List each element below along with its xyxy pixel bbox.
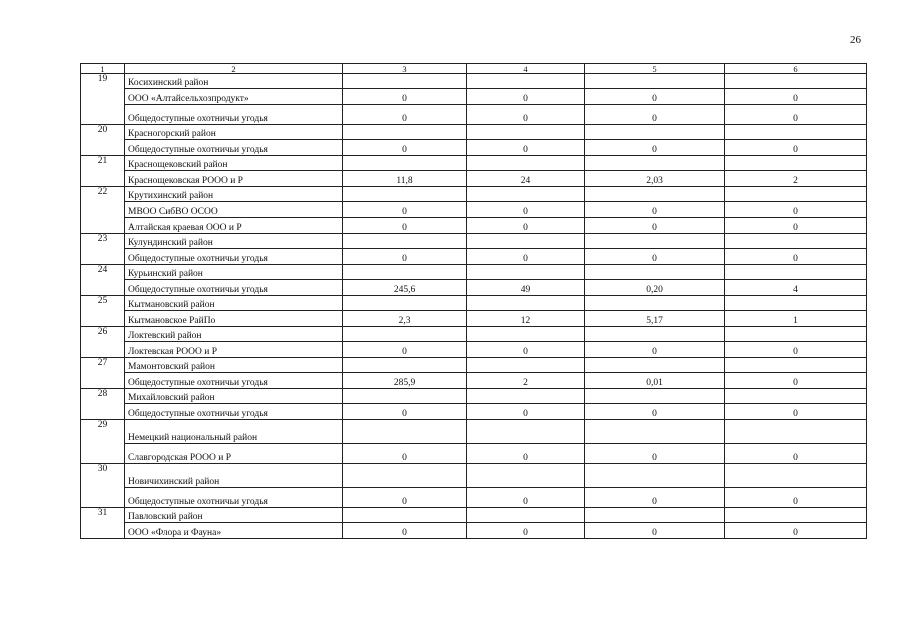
row-number: 29 xyxy=(81,420,125,464)
value-cell: 0 xyxy=(467,89,585,105)
value-cell: 0 xyxy=(343,488,467,508)
value-cell: 0 xyxy=(467,140,585,156)
empty-cell xyxy=(585,420,725,444)
district-row xyxy=(81,125,867,140)
empty-cell xyxy=(725,296,867,311)
row-number: 26 xyxy=(81,327,125,358)
hunting-grounds-table xyxy=(80,63,867,539)
page-number: 26 xyxy=(850,34,861,46)
district-row xyxy=(81,420,867,444)
value-cell: 24 xyxy=(467,171,585,187)
district-row xyxy=(81,327,867,342)
value-cell: 285,9 xyxy=(343,373,467,389)
empty-cell xyxy=(343,296,467,311)
value-cell: 2 xyxy=(725,171,867,187)
value-cell: 0 xyxy=(467,202,585,218)
row-number: 25 xyxy=(81,296,125,327)
column-number: 4 xyxy=(467,64,585,74)
empty-cell xyxy=(343,74,467,89)
value-cell: 0 xyxy=(343,202,467,218)
value-cell: 0 xyxy=(725,488,867,508)
value-cell: 0 xyxy=(725,373,867,389)
value-cell: 49 xyxy=(467,280,585,296)
table-row xyxy=(81,311,867,327)
row-number: 19 xyxy=(81,74,125,125)
empty-cell xyxy=(343,327,467,342)
table-row xyxy=(81,488,867,508)
empty-cell xyxy=(585,156,725,171)
empty-cell xyxy=(467,389,585,404)
empty-cell xyxy=(343,187,467,202)
empty-cell xyxy=(467,234,585,249)
district-name: Крутихинский район xyxy=(125,187,343,202)
empty-cell xyxy=(585,296,725,311)
value-cell: 0 xyxy=(585,342,725,358)
row-number: 22 xyxy=(81,187,125,234)
empty-cell xyxy=(725,125,867,140)
empty-cell xyxy=(467,508,585,523)
value-cell: 0,20 xyxy=(585,280,725,296)
column-number: 6 xyxy=(725,64,867,74)
value-cell: 0 xyxy=(467,488,585,508)
empty-cell xyxy=(467,74,585,89)
row-number: 27 xyxy=(81,358,125,389)
value-cell: 2,3 xyxy=(343,311,467,327)
empty-cell xyxy=(725,187,867,202)
value-cell: 5,17 xyxy=(585,311,725,327)
value-cell: 0 xyxy=(725,404,867,420)
empty-cell xyxy=(725,420,867,444)
district-name: Локтевский район xyxy=(125,327,343,342)
table-row xyxy=(81,171,867,187)
district-name: Кулундинский район xyxy=(125,234,343,249)
empty-cell xyxy=(343,358,467,373)
value-cell: 0 xyxy=(585,105,725,125)
empty-cell xyxy=(343,420,467,444)
value-cell: 0 xyxy=(343,105,467,125)
value-cell: 2,03 xyxy=(585,171,725,187)
column-number: 1 xyxy=(81,64,125,74)
value-cell: 0 xyxy=(343,89,467,105)
value-cell: 0 xyxy=(585,202,725,218)
district-name: Кытмановский район xyxy=(125,296,343,311)
organization-name: ООО «Флора и Фауна» xyxy=(125,523,343,539)
district-row xyxy=(81,508,867,523)
district-row xyxy=(81,296,867,311)
row-number: 28 xyxy=(81,389,125,420)
value-cell: 11,8 xyxy=(343,171,467,187)
value-cell: 0 xyxy=(725,218,867,234)
value-cell: 0 xyxy=(343,342,467,358)
value-cell: 0 xyxy=(467,218,585,234)
empty-cell xyxy=(343,125,467,140)
row-number: 23 xyxy=(81,234,125,265)
value-cell: 0 xyxy=(585,488,725,508)
empty-cell xyxy=(725,234,867,249)
value-cell: 0 xyxy=(585,89,725,105)
table-row xyxy=(81,140,867,156)
district-name: Краснощековский район xyxy=(125,156,343,171)
empty-cell xyxy=(467,296,585,311)
empty-cell xyxy=(725,327,867,342)
organization-name: ООО «Алтайсельхозпродукт» xyxy=(125,89,343,105)
organization-name: Славгородская РООО и Р xyxy=(125,444,343,464)
value-cell: 0 xyxy=(585,140,725,156)
value-cell: 0 xyxy=(467,249,585,265)
column-number: 3 xyxy=(343,64,467,74)
table-row xyxy=(81,202,867,218)
organization-name: Общедоступные охотничьи угодья xyxy=(125,373,343,389)
value-cell: 0 xyxy=(725,342,867,358)
district-name: Павловский район xyxy=(125,508,343,523)
value-cell: 0 xyxy=(585,404,725,420)
table-row xyxy=(81,105,867,125)
value-cell: 0 xyxy=(467,404,585,420)
value-cell: 0 xyxy=(725,249,867,265)
value-cell: 0 xyxy=(585,523,725,539)
empty-cell xyxy=(725,74,867,89)
value-cell: 0 xyxy=(343,218,467,234)
empty-cell xyxy=(467,156,585,171)
row-number: 21 xyxy=(81,156,125,187)
district-row xyxy=(81,74,867,89)
value-cell: 245,6 xyxy=(343,280,467,296)
value-cell: 2 xyxy=(467,373,585,389)
empty-cell xyxy=(585,74,725,89)
district-name: Курьинский район xyxy=(125,265,343,280)
value-cell: 0 xyxy=(585,249,725,265)
organization-name: Общедоступные охотничьи угодья xyxy=(125,488,343,508)
table-row xyxy=(81,342,867,358)
value-cell: 0 xyxy=(725,523,867,539)
district-name: Красногорский район xyxy=(125,125,343,140)
empty-cell xyxy=(467,420,585,444)
organization-name: Общедоступные охотничьи угодья xyxy=(125,105,343,125)
value-cell: 1 xyxy=(725,311,867,327)
value-cell: 12 xyxy=(467,311,585,327)
column-number: 2 xyxy=(125,64,343,74)
value-cell: 0 xyxy=(725,202,867,218)
empty-cell xyxy=(725,508,867,523)
empty-cell xyxy=(343,265,467,280)
value-cell: 0 xyxy=(467,342,585,358)
organization-name: Общедоступные охотничьи угодья xyxy=(125,404,343,420)
district-row xyxy=(81,234,867,249)
empty-cell xyxy=(467,265,585,280)
value-cell: 0 xyxy=(467,105,585,125)
empty-cell xyxy=(585,389,725,404)
empty-cell xyxy=(585,265,725,280)
district-name: Новичихинский район xyxy=(125,464,343,488)
district-row xyxy=(81,156,867,171)
empty-cell xyxy=(467,187,585,202)
value-cell: 0,01 xyxy=(585,373,725,389)
organization-name: МВОО СибВО ОСОО xyxy=(125,202,343,218)
value-cell: 0 xyxy=(467,523,585,539)
empty-cell xyxy=(343,156,467,171)
value-cell: 0 xyxy=(343,444,467,464)
empty-cell xyxy=(467,464,585,488)
column-number-row xyxy=(81,64,867,74)
table-row xyxy=(81,249,867,265)
row-number: 20 xyxy=(81,125,125,156)
empty-cell xyxy=(725,464,867,488)
organization-name: Кытмановское РайПо xyxy=(125,311,343,327)
empty-cell xyxy=(725,389,867,404)
empty-cell xyxy=(467,327,585,342)
value-cell: 0 xyxy=(343,249,467,265)
empty-cell xyxy=(343,464,467,488)
empty-cell xyxy=(585,234,725,249)
value-cell: 0 xyxy=(725,89,867,105)
value-cell: 0 xyxy=(467,444,585,464)
empty-cell xyxy=(467,358,585,373)
row-number: 24 xyxy=(81,265,125,296)
district-name: Немецкий национальный район xyxy=(125,420,343,444)
empty-cell xyxy=(725,358,867,373)
organization-name: Алтайская краевая ООО и Р xyxy=(125,218,343,234)
value-cell: 0 xyxy=(725,105,867,125)
value-cell: 0 xyxy=(343,140,467,156)
table-row xyxy=(81,218,867,234)
empty-cell xyxy=(585,358,725,373)
table-row xyxy=(81,89,867,105)
organization-name: Общедоступные охотничьи угодья xyxy=(125,280,343,296)
organization-name: Локтевская РООО и Р xyxy=(125,342,343,358)
empty-cell xyxy=(343,508,467,523)
value-cell: 0 xyxy=(585,444,725,464)
district-row xyxy=(81,187,867,202)
district-row xyxy=(81,464,867,488)
empty-cell xyxy=(725,265,867,280)
district-row xyxy=(81,389,867,404)
organization-name: Краснощековская РООО и Р xyxy=(125,171,343,187)
column-number: 5 xyxy=(585,64,725,74)
value-cell: 0 xyxy=(343,523,467,539)
empty-cell xyxy=(343,389,467,404)
table-row xyxy=(81,373,867,389)
row-number: 30 xyxy=(81,464,125,508)
district-name: Михайловский район xyxy=(125,389,343,404)
district-row xyxy=(81,265,867,280)
empty-cell xyxy=(585,327,725,342)
district-row xyxy=(81,358,867,373)
value-cell: 0 xyxy=(343,404,467,420)
district-name: Косихинский район xyxy=(125,74,343,89)
organization-name: Общедоступные охотничьи угодья xyxy=(125,140,343,156)
empty-cell xyxy=(343,234,467,249)
table-row xyxy=(81,523,867,539)
value-cell: 0 xyxy=(585,218,725,234)
empty-cell xyxy=(585,125,725,140)
value-cell: 0 xyxy=(725,444,867,464)
row-number: 31 xyxy=(81,508,125,539)
empty-cell xyxy=(585,187,725,202)
empty-cell xyxy=(585,508,725,523)
table-row xyxy=(81,280,867,296)
table-row xyxy=(81,404,867,420)
empty-cell xyxy=(725,156,867,171)
district-name: Мамонтовский район xyxy=(125,358,343,373)
table-body xyxy=(81,64,867,539)
value-cell: 4 xyxy=(725,280,867,296)
table-row xyxy=(81,444,867,464)
empty-cell xyxy=(467,125,585,140)
empty-cell xyxy=(585,464,725,488)
value-cell: 0 xyxy=(725,140,867,156)
organization-name: Общедоступные охотничьи угодья xyxy=(125,249,343,265)
